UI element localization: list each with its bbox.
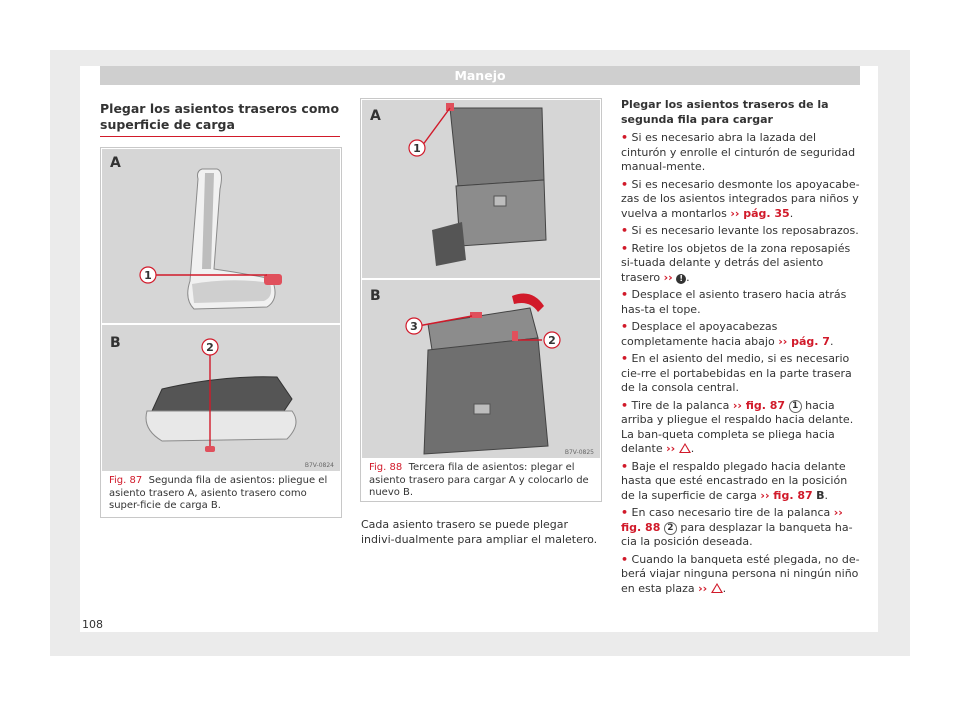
figure-label: Fig. 88: [369, 462, 403, 473]
figure-link[interactable]: ›› fig. 87: [760, 488, 813, 502]
list-item: • Si es necesario levante los reposabrazos.: [621, 224, 859, 237]
figure-link[interactable]: ›› fig. 87: [732, 398, 786, 412]
callout-3: 3: [410, 320, 418, 333]
callout-2: 2: [548, 334, 556, 347]
callout-1: 1: [413, 142, 421, 155]
figure-87-image: [102, 149, 340, 471]
seat-illustration: [102, 149, 340, 471]
section-title: Plegar los asientos traseros como superficie de carga: [100, 101, 340, 132]
page-header: Manejo: [100, 66, 860, 85]
callout-1: 1: [144, 269, 152, 282]
intro-paragraph: Cada asiento trasero se puede plegar indivi-dualmente para ampliar el maletero.: [361, 518, 598, 546]
panel-b-label: B: [370, 288, 381, 304]
panel-a-label: A: [370, 108, 381, 124]
title-rule: [100, 136, 340, 137]
figure-code: B7V-0825: [564, 449, 594, 456]
instructions-heading: Plegar los asientos traseros de la segunda fila para cargar: [621, 98, 829, 126]
list-item: • Retire los objetos de la zona reposapiés si-tuada delante y detrás del asiento trasero ›› ! .: [621, 241, 851, 284]
warning-icon: [679, 443, 691, 453]
list-item: • Baje el respaldo plegado hacia delante hasta que esté encastrado en la posición de la superficie de carga ›› fig. 87 B.: [621, 459, 848, 502]
figure-88-caption: [369, 462, 595, 500]
attention-icon: !: [676, 274, 686, 284]
warning-link[interactable]: ››: [698, 581, 708, 595]
third-row-illustration: [362, 100, 600, 458]
list-item: • Si es necesario abra la lazada del cinturón y enrolle el cinturón de seguridad manual-mente.: [621, 131, 856, 173]
list-item: • Desplace el asiento trasero hacia atrás has-ta el tope.: [621, 288, 847, 316]
figure-code: B7V-0824: [304, 462, 334, 469]
page-number: 108: [82, 618, 103, 631]
figure-label: Fig. 87: [109, 475, 143, 486]
list-item: • Si es necesario desmonte los apoyacabe-zas de los asientos integrados para niños y vuelva a montarlos ›› pág. 35.: [621, 177, 860, 220]
caption-text: Tercera fila de asientos: plegar el asiento trasero para cargar A y colocarlo de nuevo B.: [369, 462, 589, 498]
callout-ref: 2: [664, 522, 677, 535]
list-item: • Tire de la palanca ›› fig. 87 1 hacia arriba y pliegue el respaldo hacia delante. La ban-queta completa se pliega hacia delante ›› .: [621, 398, 854, 455]
warning-link[interactable]: ››: [666, 442, 676, 455]
figure-87-caption: [109, 475, 335, 513]
list-item: • Cuando la banqueta esté plegada, no de-berá viajar ninguna persona ni ningún niño en esta plaza ›› .: [621, 552, 860, 595]
page-link[interactable]: ›› pág. 7: [778, 334, 830, 348]
page-link[interactable]: ›› pág. 35: [730, 206, 790, 220]
list-item: • En el asiento del medio, si es necesario cie-rre el portabebidas en la parte trasera de la consola central.: [621, 352, 852, 394]
caption-text: Segunda fila de asientos: pliegue el asiento trasero A, asiento trasero como super-ficie de carga B.: [109, 475, 328, 511]
figure-link[interactable]: ›› fig. 88: [621, 506, 843, 534]
list-item: • En caso necesario tire de la palanca ›› fig. 88 2 para desplazar la banqueta ha-cia la posición deseada.: [621, 506, 853, 548]
figure-88-image: [362, 100, 600, 458]
panel-b-label: B: [110, 335, 121, 351]
instructions-column: [621, 98, 861, 599]
callout-ref: 1: [789, 400, 802, 413]
figure-88: [360, 98, 602, 502]
warning-icon: [711, 583, 723, 593]
page-link[interactable]: ››: [663, 270, 673, 284]
list-item: • Desplace el apoyacabezas completamente hacia abajo ›› pág. 7.: [621, 320, 834, 348]
figure-87: [100, 147, 342, 518]
callout-2: 2: [206, 341, 214, 354]
panel-a-label: A: [110, 155, 121, 171]
